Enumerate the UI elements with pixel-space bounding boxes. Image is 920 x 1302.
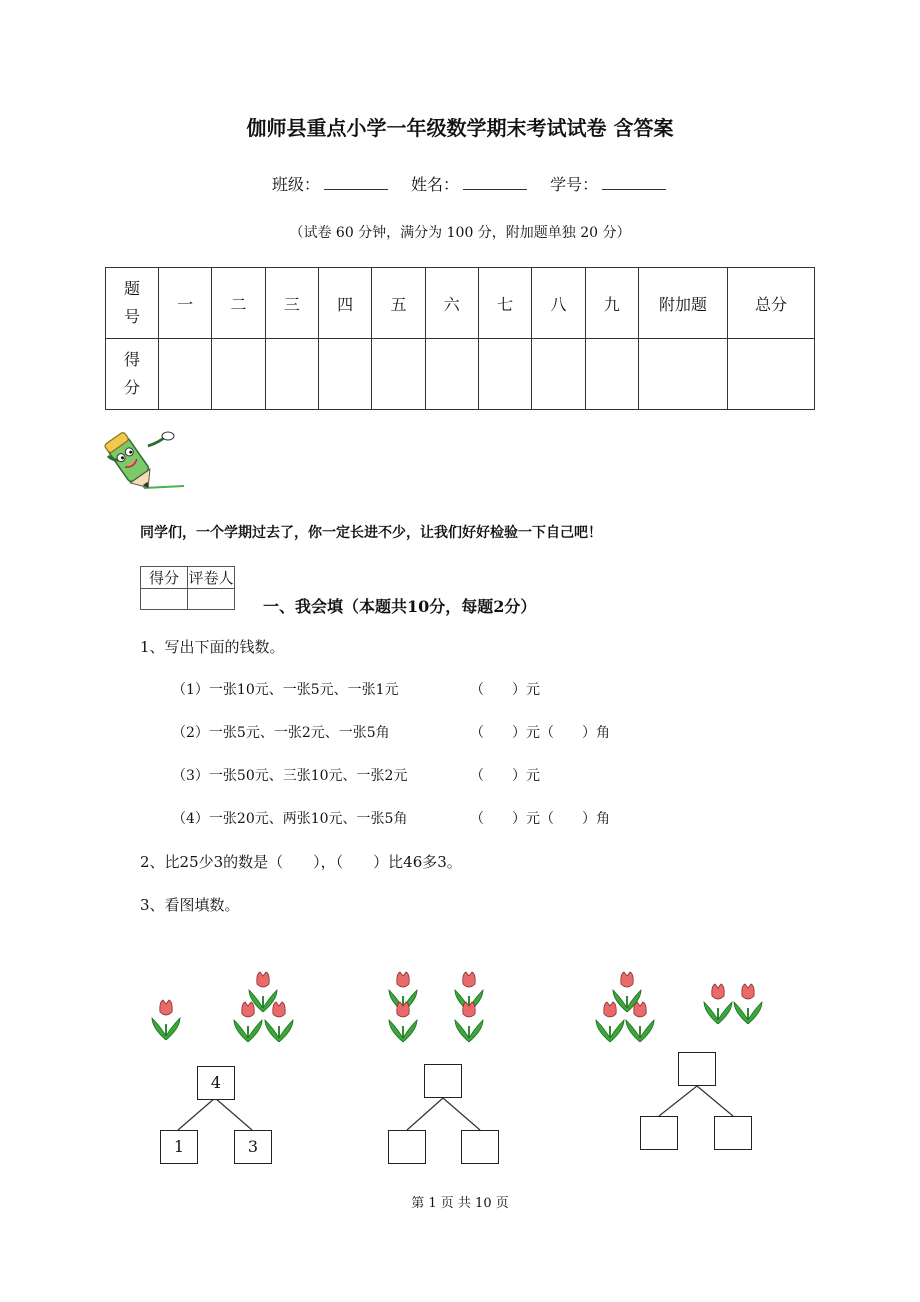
q1-item-text: （2）一张5元、一张2元、一张5角 xyxy=(172,725,390,741)
q1-item-answer[interactable]: （ ）元（ ）角 xyxy=(470,811,610,827)
column-header: 一 xyxy=(159,268,212,339)
bond-left-box[interactable]: 1 xyxy=(160,1130,198,1164)
score-cell[interactable] xyxy=(265,339,318,410)
q1-item-answer[interactable]: （ ）元（ ）角 xyxy=(470,725,610,741)
bond-left-box[interactable] xyxy=(388,1130,426,1164)
score-label-line: 分 xyxy=(123,378,140,397)
bond-top-box[interactable] xyxy=(678,1052,716,1086)
score-cell[interactable] xyxy=(372,339,425,410)
column-header: 六 xyxy=(425,268,478,339)
flowers-illustration xyxy=(140,960,800,1050)
score-cell[interactable] xyxy=(425,339,478,410)
flower-icon xyxy=(152,1000,180,1040)
flower-icon xyxy=(596,1002,624,1042)
q1-item-text: （4）一张20元、两张10元、一张5角 xyxy=(172,811,408,827)
bond-top-box[interactable] xyxy=(424,1064,462,1098)
pencil-mascot-icon xyxy=(104,426,186,496)
grader-table xyxy=(140,566,235,610)
name-field[interactable] xyxy=(463,175,527,190)
q1-item-answer[interactable]: （ ）元 xyxy=(470,682,540,698)
question-3: 3、看图填数。 xyxy=(140,896,240,914)
column-header: 二 xyxy=(212,268,265,339)
q1-item-text: （1）一张10元、一张5元、一张1元 xyxy=(172,682,399,698)
grader-score-cell[interactable] xyxy=(141,589,188,610)
class-field[interactable] xyxy=(324,175,388,190)
header-label-line: 题 xyxy=(123,279,140,298)
header-label-line: 号 xyxy=(123,307,140,326)
column-header: 总分 xyxy=(728,268,815,339)
flower-icon xyxy=(455,1002,483,1042)
page-title: 伽师县重点小学一年级数学期末考试试卷 含答案 xyxy=(246,116,674,140)
score-cell[interactable] xyxy=(639,339,728,410)
flower-icon xyxy=(734,984,762,1024)
column-header: 五 xyxy=(372,268,425,339)
q1-item-text: （3）一张50元、三张10元、一张2元 xyxy=(172,768,408,784)
column-header: 三 xyxy=(265,268,318,339)
question-1: 1、写出下面的钱数。 xyxy=(140,638,285,656)
student-info-row xyxy=(0,172,920,195)
grader-score-label: 得分 xyxy=(141,567,188,589)
flower-icon xyxy=(704,984,732,1024)
student-id-label: 学号： xyxy=(550,175,599,194)
score-label-cell xyxy=(106,339,159,410)
column-header: 附加题 xyxy=(639,268,728,339)
page-footer: 第 1 页 共 10 页 xyxy=(411,1196,509,1211)
exam-note: （试卷 60 分钟，满分为 100 分，附加题单独 20 分） xyxy=(289,225,631,241)
header-label-cell xyxy=(106,268,159,339)
flower-icon xyxy=(389,1002,417,1042)
column-header: 九 xyxy=(585,268,638,339)
section-title: 一、我会填（本题共10分，每题2分） xyxy=(263,597,537,616)
score-cell[interactable] xyxy=(585,339,638,410)
bond-top-box[interactable]: 4 xyxy=(197,1066,235,1100)
score-table-header-row xyxy=(106,268,815,339)
student-id-field[interactable] xyxy=(602,175,666,190)
q1-item-answer[interactable]: （ ）元 xyxy=(470,768,540,784)
grader-reviewer-cell[interactable] xyxy=(188,589,235,610)
score-cell[interactable] xyxy=(318,339,371,410)
score-table-score-row xyxy=(106,339,815,410)
name-label: 姓名： xyxy=(410,175,459,194)
flower-icon xyxy=(234,1002,262,1042)
flower-icon xyxy=(265,1002,293,1042)
class-label: 班级： xyxy=(271,175,320,194)
greeting-text: 同学们，一个学期过去了，你一定长进不少，让我们好好检验一下自己吧！ xyxy=(140,525,602,541)
score-table xyxy=(105,267,815,410)
score-cell[interactable] xyxy=(728,339,815,410)
bond-right-box[interactable] xyxy=(714,1116,752,1150)
column-header: 四 xyxy=(318,268,371,339)
bond-right-box[interactable] xyxy=(461,1130,499,1164)
score-cell[interactable] xyxy=(478,339,531,410)
score-cell[interactable] xyxy=(532,339,585,410)
bond-left-box[interactable] xyxy=(640,1116,678,1150)
score-cell[interactable] xyxy=(212,339,265,410)
column-header: 八 xyxy=(532,268,585,339)
bond-right-box[interactable]: 3 xyxy=(234,1130,272,1164)
grader-reviewer-label: 评卷人 xyxy=(188,567,235,589)
score-label-line: 得 xyxy=(123,350,140,369)
question-2: 2、比25少3的数是（ ），（ ）比46多3。 xyxy=(140,853,462,871)
score-cell[interactable] xyxy=(159,339,212,410)
column-header: 七 xyxy=(478,268,531,339)
